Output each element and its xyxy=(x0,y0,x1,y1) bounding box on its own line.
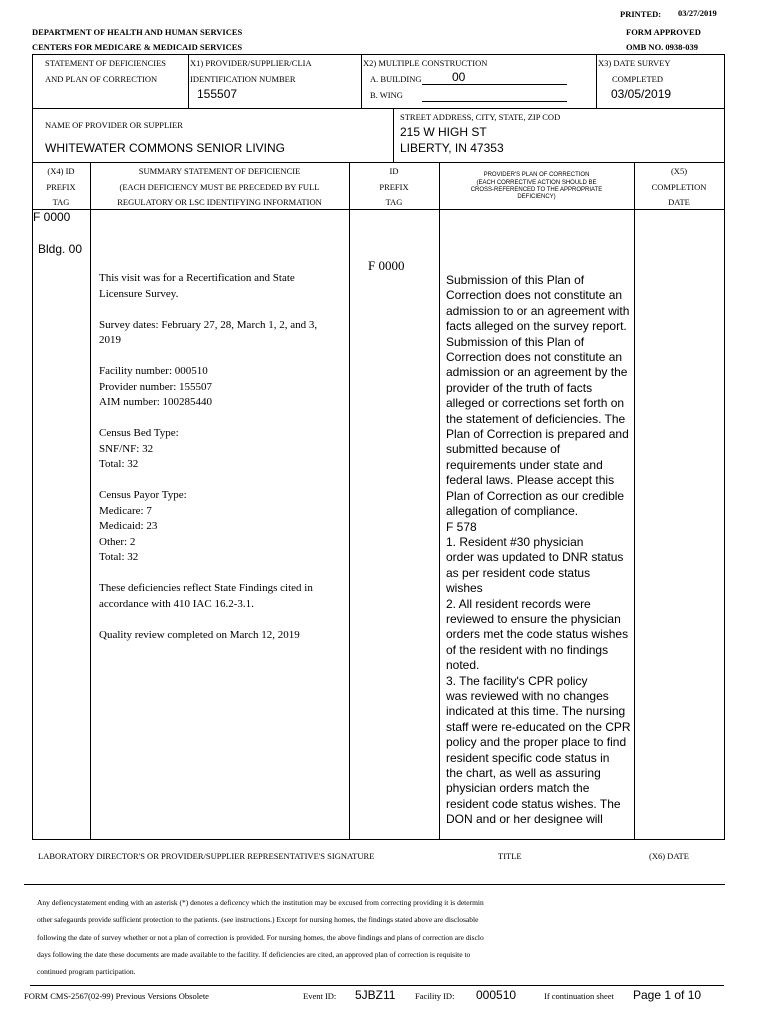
disclaimer-line-1: Any defiencystatement ending with an asterisk (*) denotes a deficency which the institution may be excused from correcting providing it is determin xyxy=(37,898,484,907)
x4-header-2: PREFIX xyxy=(46,182,76,192)
street-address: 215 W HIGH ST xyxy=(400,125,487,139)
signature-label: LABORATORY DIRECTOR'S OR PROVIDER/SUPPLIER REPRESENTATIVE'S SIGNATURE xyxy=(38,851,375,861)
centers-title: CENTERS FOR MEDICARE & MEDICAID SERVICES xyxy=(32,42,243,52)
form-approved: FORM APPROVED xyxy=(626,27,701,37)
x5-header-2: COMPLETION xyxy=(651,182,707,192)
summary-header-3: REGULATORY OR LSC IDENTIFYING INFORMATION xyxy=(117,197,322,207)
provider-name-label: NAME OF PROVIDER OR SUPPLIER xyxy=(45,120,183,130)
x3-label: X3) DATE SURVEY xyxy=(598,58,671,68)
id-header-3: TAG xyxy=(385,197,403,207)
printed-date: 03/27/2019 xyxy=(678,8,717,18)
city-state-zip: LIBERTY, IN 47353 xyxy=(400,141,504,155)
x4-header-3: TAG xyxy=(52,197,70,207)
page-number: Page 1 of 10 xyxy=(633,988,702,1002)
survey-date-value: 03/05/2019 xyxy=(611,87,672,101)
summary-statement: This visit was for a Recertification and State Licensure Survey. Survey dates: February 27, 28, March 1, 2, and 3, 2019 Facility number: 000510 Provider number: 155507 AIM number: 100285440 Census Bed Type: SNF/NF: 32 Total: 32 Census Payor Type: Medicare: 7 Medicaid: 23 Other: 2 Total: 32 These deficiencies reflect State Findings cited in accordance with 410 IAC 16.2-3.1. Quality review completed on March 12, 2019 xyxy=(99,272,318,641)
disclaimer-line-5: continued program participation. xyxy=(37,967,136,977)
form-number: FORM CMS-2567(02-99) Previous Versions Obsolete xyxy=(24,991,209,1001)
tag-left: F 0000 xyxy=(33,210,71,224)
poc-header-1: PROVIDER'S PLAN OF CORRECTION xyxy=(483,172,590,178)
poc-header-3: CROSS-REFERENCED TO THE APPROPRIATE xyxy=(470,187,603,193)
disclaimer-line-4: days following the date these documents are made available to the facility. If deficiencies are cited, an approved plan of correction is requisite to xyxy=(37,949,471,959)
building-label: A. BUILDING xyxy=(370,74,422,84)
poc-header-4: DEFICIENCY) xyxy=(517,194,556,200)
summary-header-2: (EACH DEFICIENCY MUST BE PRECEDED BY FULL xyxy=(119,182,320,192)
continuation-label: If continuation sheet xyxy=(544,991,614,1001)
disclaimer xyxy=(37,894,727,980)
facility-id-label: Facility ID: xyxy=(415,991,455,1001)
event-id: 5JBZ11 xyxy=(355,988,396,1002)
statement-label-1: STATEMENT OF DEFICIENCIES xyxy=(45,58,167,68)
x5-header-3: DATE xyxy=(668,197,690,207)
wing-label: B. WING xyxy=(370,90,403,100)
x1-label-2: IDENTIFICATION NUMBER xyxy=(190,74,296,84)
x2-label: X2) MULTIPLE CONSTRUCTION xyxy=(363,58,488,68)
department-title: DEPARTMENT OF HEALTH AND HUMAN SERVICES xyxy=(32,27,243,37)
completed-label: COMPLETED xyxy=(612,74,663,84)
plan-of-correction: Submission of this Plan of Correction does not constitute an admission to or an agreement with facts alleged on the survey report. Submission of this Plan of Correction does not constitute an admission or an agreement by the provider of the truth of facts alleged or corrections set forth on the statement of deficiencies. The Plan of Correction is prepared and submitted because of requirements under state and federal laws. Please accept this Plan of Correction as our credible allegation of compliance. F 578 1. Resident #30 physician order was updated to DNR status as per resident code status wishes 2. All resident records were reviewed to ensure the physician orders met the code status wishes of the resident with no findings noted. 3. The facility's CPR policy was reviewed with no changes indicated at this time. The nursing staff were re-educated on the CPR policy and the proper place to find resident specific code status in the chart, as well as assuring physician orders match the resident code status wishes. The DON and or her designee will xyxy=(446,273,631,827)
building-tag: Bldg. 00 xyxy=(38,242,83,256)
provider-id-value: 155507 xyxy=(197,87,238,101)
x5-header-1: (X5) xyxy=(670,166,688,176)
tag-right: F 0000 xyxy=(368,258,405,273)
disclaimer-line-2: other safegaurds provide sufficient protection to the patients. (see instructions.) Except for nursing homes, the findings stated above are disclosable xyxy=(37,915,479,925)
title-label: TITLE xyxy=(498,851,522,861)
statement-label-2: AND PLAN OF CORRECTION xyxy=(45,74,158,84)
id-header-2: PREFIX xyxy=(379,182,409,192)
summary-header-1: SUMMARY STATEMENT OF DEFICIENCIE xyxy=(138,166,301,176)
facility-id: 000510 xyxy=(476,988,517,1002)
event-id-label: Event ID: xyxy=(303,991,337,1001)
provider-name: WHITEWATER COMMONS SENIOR LIVING xyxy=(45,141,286,155)
building-value: 00 xyxy=(452,70,466,84)
x1-label-1: X1) PROVIDER/SUPPLIER/CLIA xyxy=(190,58,312,68)
id-header-1: ID xyxy=(389,166,399,176)
address-label: STREET ADDRESS, CITY, STATE, ZIP COD xyxy=(400,112,561,122)
poc-header-2: (EACH CORRECTIVE ACTION SHOULD BE xyxy=(476,180,597,186)
x4-header-1: (X4) ID xyxy=(47,166,75,176)
disclaimer-line-3: following the date of survey whether or not a plan of correction is provided. For nursing homes, the above findings and plans of correction are disclo xyxy=(37,932,484,942)
printed-label: PRINTED: xyxy=(620,9,662,19)
date-label: (X6) DATE xyxy=(649,851,689,861)
omb-number: OMB NO. 0938-039 xyxy=(626,42,699,52)
